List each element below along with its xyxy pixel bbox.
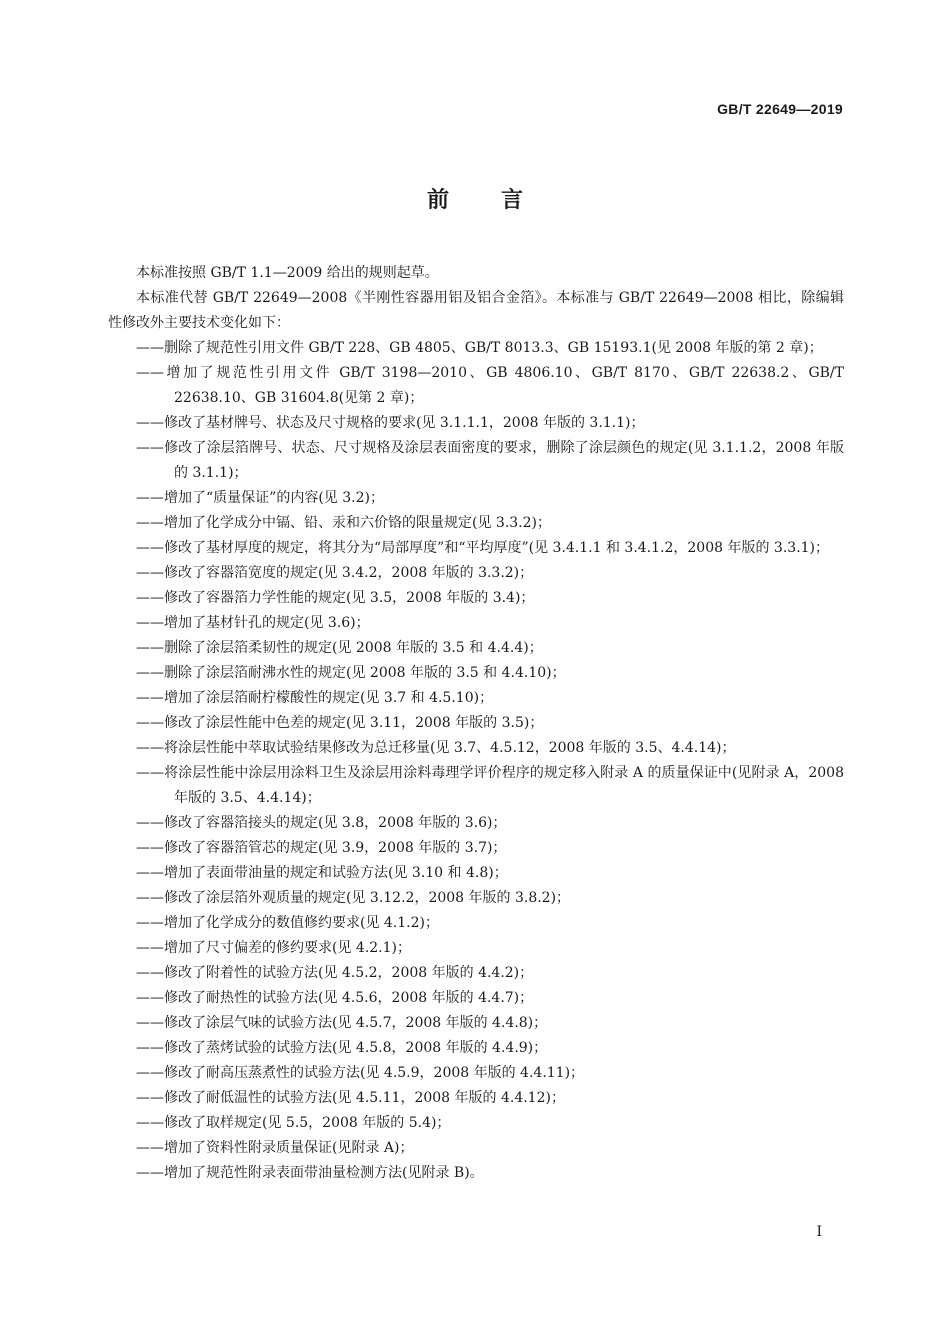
list-item: ——修改了涂层气味的试验方法(见 4.5.7，2008 年版的 4.4.8)；: [136, 1015, 548, 1031]
list-item: ——将涂层性能中涂层用涂料卫生及涂层用涂料毒理学评价程序的规定移入附录 A 的质量保证中(见附录 A，2008 年版的 3.5、4.4.14)；: [136, 765, 844, 806]
list-item: ——增加了涂层箔耐柠檬酸性的规定(见 3.7 和 4.5.10)；: [136, 690, 494, 706]
paragraph: 本标准按照 GB/T 1.1—2009 给出的规则起草。: [136, 265, 439, 281]
list-item: ——增加了资料性附录质量保证(见附录 A)；: [136, 1140, 414, 1156]
list-item: ——修改了耐低温性的试验方法(见 4.5.11，2008 年版的 4.4.12)；: [136, 1090, 565, 1106]
page-title: 前言: [426, 187, 575, 213]
document-body: [108, 261, 844, 1186]
list-item: ——修改了涂层箔外观质量的规定(见 3.12.2，2008 年版的 3.8.2)；: [136, 890, 571, 906]
list-item: ——修改了附着性的试验方法(见 4.5.2，2008 年版的 4.4.2)；: [136, 965, 534, 981]
standard-code: GB/T 22649—2019: [717, 101, 843, 117]
list-item: ——修改了容器箔接头的规定(见 3.8，2008 年版的 3.6)；: [136, 815, 507, 831]
list-item: ——增加了基材针孔的规定(见 3.6)；: [136, 615, 370, 631]
list-item: ——修改了容器箔管芯的规定(见 3.9，2008 年版的 3.7)；: [136, 840, 507, 856]
list-item: ——修改了涂层性能中色差的规定(见 3.11，2008 年版的 3.5)；: [136, 715, 544, 731]
list-item: ——修改了基材牌号、状态及尺寸规格的要求(见 3.1.1.1，2008 年版的 3.1.1)；: [136, 415, 645, 431]
list-item: ——修改了基材厚度的规定，将其分为“局部厚度”和“平均厚度”(见 3.4.1.1 和 3.4.1.2，2008 年版的 3.3.1)；: [136, 540, 830, 556]
paragraph: 本标准代替 GB/T 22649—2008《半刚性容器用铝及铝合金箔》。本标准与 GB/T 22649—2008 相比，除编辑性修改外主要技术变化如下：: [108, 290, 844, 331]
list-item: ——增加了尺寸偏差的修约要求(见 4.2.1)；: [136, 940, 411, 956]
list-item: ——增加了化学成分中镉、铅、汞和六价铬的限量规定(见 3.3.2)；: [136, 515, 551, 531]
list-item: ——修改了取样规定(见 5.5，2008 年版的 5.4)；: [136, 1115, 451, 1131]
list-item: ——增加了规范性附录表面带油量检测方法(见附录 B)。: [136, 1165, 484, 1181]
list-item: ——增加了“质量保证”的内容(见 3.2)；: [136, 490, 384, 506]
list-item: ——修改了容器箔宽度的规定(见 3.4.2，2008 年版的 3.3.2)；: [136, 565, 534, 581]
list-item: ——修改了容器箔力学性能的规定(见 3.5，2008 年版的 3.4)；: [136, 590, 535, 606]
list-item: ——删除了涂层箔耐沸水性的规定(见 2008 年版的 3.5 和 4.4.10)；: [136, 665, 566, 681]
list-item: ——将涂层性能中萃取试验结果修改为总迁移量(见 3.7、4.5.12，2008 年版的 3.5、4.4.14)；: [136, 740, 736, 756]
list-item: ——删除了规范性引用文件 GB/T 228、GB 4805、GB/T 8013.3、GB 15193.1(见 2008 年版的第 2 章)；: [136, 340, 823, 356]
page-number: I: [816, 1224, 822, 1240]
list-item: ——增加了化学成分的数值修约要求(见 4.1.2)；: [136, 915, 439, 931]
list-item: ——增加了规范性引用文件 GB/T 3198—2010、GB 4806.10、GB/T 8170、GB/T 22638.2、GB/T 22638.10、GB 31604.8(见第 2 章)；: [136, 365, 844, 406]
list-item: ——删除了涂层箔柔韧性的规定(见 2008 年版的 3.5 和 4.4.4)；: [136, 640, 543, 656]
list-item: ——修改了耐高压蒸煮性的试验方法(见 4.5.9，2008 年版的 4.4.11)；: [136, 1065, 585, 1081]
list-item: ——修改了蒸烤试验的试验方法(见 4.5.8，2008 年版的 4.4.9)；: [136, 1040, 548, 1056]
list-item: ——增加了表面带油量的规定和试验方法(见 3.10 和 4.8)；: [136, 865, 508, 881]
list-item: ——修改了涂层箔牌号、状态、尺寸规格及涂层表面密度的要求，删除了涂层颜色的规定(见 3.1.1.2，2008 年版的 3.1.1)；: [136, 440, 844, 481]
list-item: ——修改了耐热性的试验方法(见 4.5.6，2008 年版的 4.4.7)；: [136, 990, 534, 1006]
changes-list: [108, 336, 844, 1186]
